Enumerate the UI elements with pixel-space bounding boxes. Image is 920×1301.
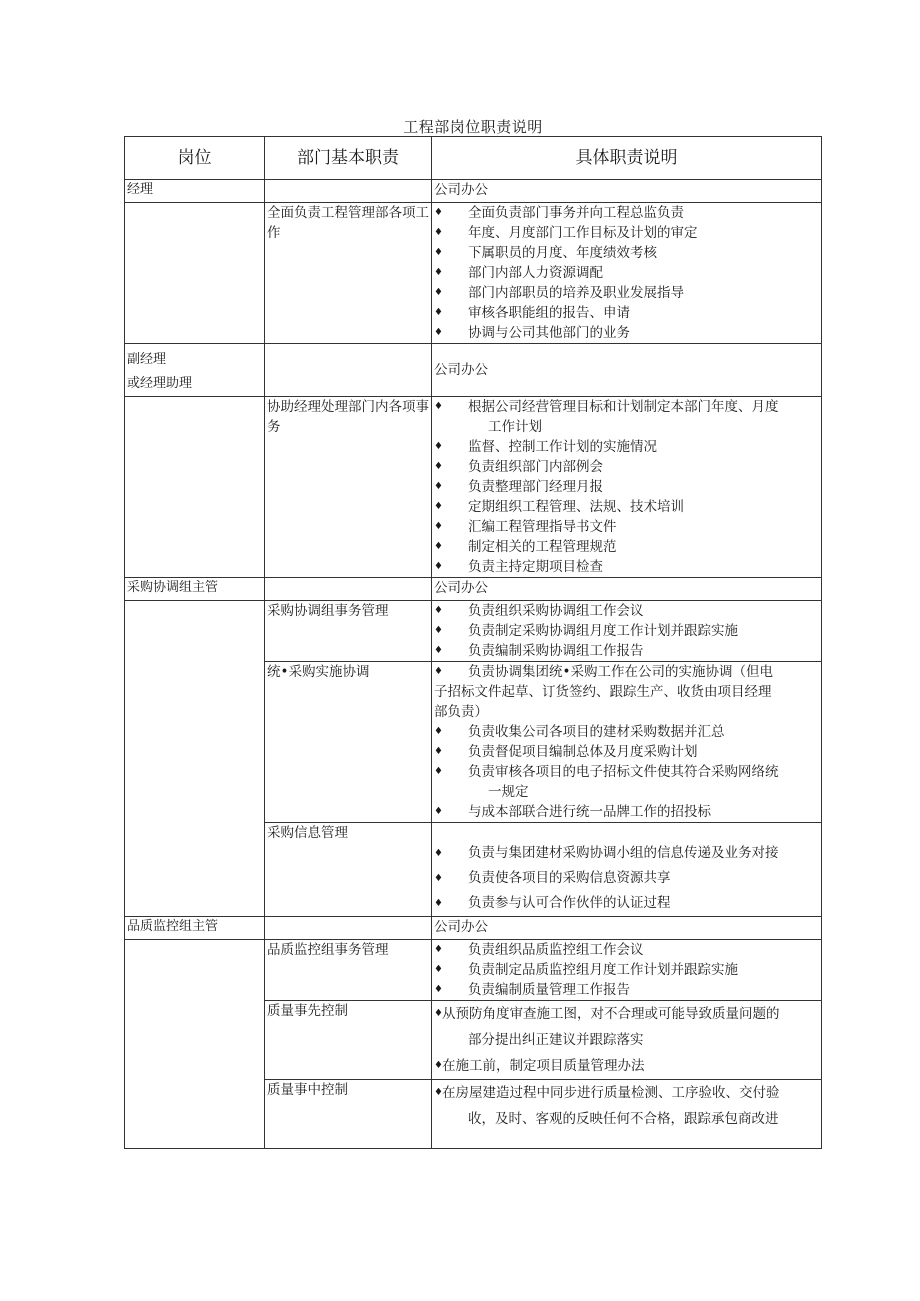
list-item: ♦ 部门内部人力资源调配 [434, 265, 603, 281]
detail-duty-quality-2 [432, 1001, 822, 1080]
diamond-bullet-icon: ♦ [434, 898, 443, 909]
list-item: ♦ 在房屋建造过程中同步进行质量检测、工序验收、交付验 [434, 1080, 819, 1106]
basic-duty-deputy: 协助经理处理部门内各项事务 [265, 397, 432, 578]
diamond-bullet-icon: ♦ [434, 247, 443, 258]
diamond-bullet-icon: ♦ [434, 645, 443, 656]
list-item-continuation: 部负责） [434, 704, 488, 720]
list-item: ♦ 制定相关的工程管理规范 [434, 539, 617, 555]
detail-duty-purchase-1 [432, 601, 822, 662]
duty-list [434, 203, 819, 343]
list-item: ♦ 负责组织采购协调组工作会议 [434, 603, 644, 619]
duty-table [124, 136, 822, 1149]
list-item: ♦ 负责制定采购协调组月度工作计划并跟踪实施 [434, 623, 738, 639]
diamond-bullet-icon: ♦ [434, 401, 443, 412]
diamond-bullet-icon: ♦ [434, 441, 443, 452]
duty-list [434, 1001, 819, 1079]
position-deputy-line2: 或经理助理 [127, 376, 193, 391]
detail-duty-purchase-3 [432, 823, 822, 917]
detail-duty-purchase-2 [432, 662, 822, 823]
list-item: ♦ 协调与公司其他部门的业务 [434, 325, 630, 341]
list-item: ♦ 负责参与认可合作伙伴的认证过程 [434, 891, 819, 916]
diamond-bullet-icon: ♦ [434, 944, 443, 955]
blank-cell [265, 180, 432, 203]
diamond-bullet-icon: ♦ [434, 984, 443, 995]
diamond-bullet-icon: ♦ [434, 481, 443, 492]
diamond-bullet-icon: ♦ [434, 848, 443, 859]
list-item: ♦ 负责主持定期项目检查 [434, 559, 603, 575]
list-item: ♦ 负责组织部门内部例会 [434, 459, 603, 475]
basic-duty-quality-2: 质量事先控制 [265, 1001, 432, 1080]
header-basic-duty: 部门基本职责 [265, 137, 432, 180]
position-purchase: 采购协调组主管 [125, 578, 265, 601]
duty-list [434, 662, 819, 822]
diamond-bullet-icon: ♦ [434, 561, 443, 572]
diamond-bullet-icon: ♦ [434, 766, 443, 777]
list-item: ♦ 负责协调集团统•采购工作在公司的实施协调（但电 [434, 664, 773, 680]
list-item: ♦ 定期组织工程管理、法规、技术培训 [434, 499, 684, 515]
detail-duty-quality-1 [432, 940, 822, 1001]
office-label: 公司办公 [432, 917, 822, 940]
section-row-quality [125, 917, 822, 940]
list-item: ♦ 从预防角度审查施工图，对不合理或可能导致质量问题的 [434, 1001, 819, 1027]
table-row [125, 601, 822, 662]
list-item: ♦ 负责编制采购协调组工作报告 [434, 643, 644, 659]
blank-cell [265, 917, 432, 940]
header-detail-duty: 具体职责说明 [432, 137, 822, 180]
list-item-continuation: 子招标文件起草、订货签约、跟踪生产、收货由项目经理 [434, 684, 772, 700]
basic-duty-manager: 全面负责工程管理部各项工作 [265, 203, 432, 344]
duty-list [434, 940, 819, 1000]
diamond-bullet-icon: ♦ [434, 461, 443, 472]
duty-list [434, 841, 819, 916]
basic-duty-purchase-1: 采购协调组事务管理 [265, 601, 432, 662]
basic-duty-quality-3: 质量事中控制 [265, 1080, 432, 1149]
table-row [125, 397, 822, 578]
blank-cell [125, 203, 265, 344]
list-item: ♦ 负责督促项目编制总体及月度采购计划 [434, 744, 698, 760]
diamond-bullet-icon: ♦ [434, 307, 443, 318]
diamond-bullet-icon: ♦ [434, 746, 443, 757]
diamond-bullet-icon: ♦ [434, 501, 443, 512]
diamond-bullet-icon: ♦ [434, 726, 443, 737]
list-item: ♦ 下属职员的月度、年度绩效考核 [434, 245, 657, 261]
table-row [125, 203, 822, 344]
detail-duty-quality-3 [432, 1080, 822, 1149]
office-label: 公司办公 [432, 344, 822, 397]
section-row-purchase [125, 578, 822, 601]
position-quality: 品质监控组主管 [125, 917, 265, 940]
list-item: ♦ 负责组织品质监控组工作会议 [434, 942, 644, 958]
list-item: ♦ 负责审核各项目的电子招标文件使其符合采购网络统 一规定 [434, 764, 779, 800]
blank-cell [125, 940, 265, 1149]
list-item: ♦ 审核各职能组的报告、申请 [434, 305, 630, 321]
position-deputy-line1: 副经理 [127, 352, 167, 367]
detail-duty-deputy [432, 397, 822, 578]
blank-cell [125, 601, 265, 917]
list-item: ♦ 汇编工程管理指导书文件 [434, 519, 617, 535]
list-item: ♦ 监督、控制工作计划的实施情况 [434, 439, 657, 455]
blank-cell [265, 344, 432, 397]
diamond-bullet-icon: ♦ [434, 964, 443, 975]
diamond-bullet-icon: ♦ [434, 521, 443, 532]
section-row-deputy [125, 344, 822, 397]
list-item: ♦ 负责与集团建材采购协调小组的信息传递及业务对接 [434, 841, 819, 866]
list-item-continuation: 部分提出纠正建议并跟踪落实 [468, 1032, 644, 1048]
basic-duty-purchase-2: 统•采购实施协调 [265, 662, 432, 823]
list-item: ♦ 负责整理部门经理月报 [434, 479, 603, 495]
list-item: ♦ 部门内部职员的培养及职业发展指导 [434, 285, 684, 301]
diamond-bullet-icon: ♦ [434, 327, 443, 338]
diamond-bullet-icon: ♦ [434, 806, 443, 817]
list-item: ♦ 负责制定品质监控组月度工作计划并跟踪实施 [434, 962, 738, 978]
diamond-bullet-icon: ♦ [434, 1087, 443, 1098]
diamond-bullet-icon: ♦ [434, 625, 443, 636]
basic-duty-quality-1: 品质监控组事务管理 [265, 940, 432, 1001]
list-item: ♦ 负责使各项目的采购信息资源共享 [434, 866, 819, 891]
diamond-bullet-icon: ♦ [434, 666, 443, 677]
diamond-bullet-icon: ♦ [434, 1008, 443, 1019]
diamond-bullet-icon: ♦ [434, 227, 443, 238]
office-label: 公司办公 [432, 578, 822, 601]
diamond-bullet-icon: ♦ [434, 267, 443, 278]
office-label: 公司办公 [432, 180, 822, 203]
diamond-bullet-icon: ♦ [434, 287, 443, 298]
diamond-bullet-icon: ♦ [434, 873, 443, 884]
list-item: ♦ 负责编制质量管理工作报告 [434, 982, 630, 998]
position-manager: 经理 [125, 180, 265, 203]
duty-list [434, 397, 819, 577]
diamond-bullet-icon: ♦ [434, 207, 443, 218]
blank-cell [125, 397, 265, 578]
list-item: ♦ 负责收集公司各项目的建材采购数据并汇总 [434, 724, 725, 740]
list-item: ♦ 与成本部联合进行统一品牌工作的招投标 [434, 804, 711, 820]
position-deputy [125, 344, 265, 397]
duty-list [434, 601, 819, 661]
diamond-bullet-icon: ♦ [434, 541, 443, 552]
list-item: ♦ 年度、月度部门工作目标及计划的审定 [434, 225, 698, 241]
header-position: 岗位 [125, 137, 265, 180]
diamond-bullet-icon: ♦ [434, 1060, 443, 1071]
list-item: ♦ 在施工前，制定项目质量管理办法 [434, 1053, 819, 1079]
blank-cell [265, 578, 432, 601]
table-row [125, 940, 822, 1001]
basic-duty-purchase-3: 采购信息管理 [265, 823, 432, 917]
list-item: ♦ 根据公司经营管理目标和计划制定本部门年度、月度 工作计划 [434, 399, 779, 435]
section-row-manager [125, 180, 822, 203]
list-item: ♦ 全面负责部门事务并向工程总监负责 [434, 205, 684, 221]
diamond-bullet-icon: ♦ [434, 605, 443, 616]
page-title: 工程部岗位职责说明 [403, 118, 543, 136]
detail-duty-manager [432, 203, 822, 344]
list-item-continuation: 收，及时、客观的反映任何不合格，跟踪承包商改进 [468, 1111, 779, 1127]
duty-list [434, 1080, 819, 1132]
table-header-row [125, 137, 822, 180]
